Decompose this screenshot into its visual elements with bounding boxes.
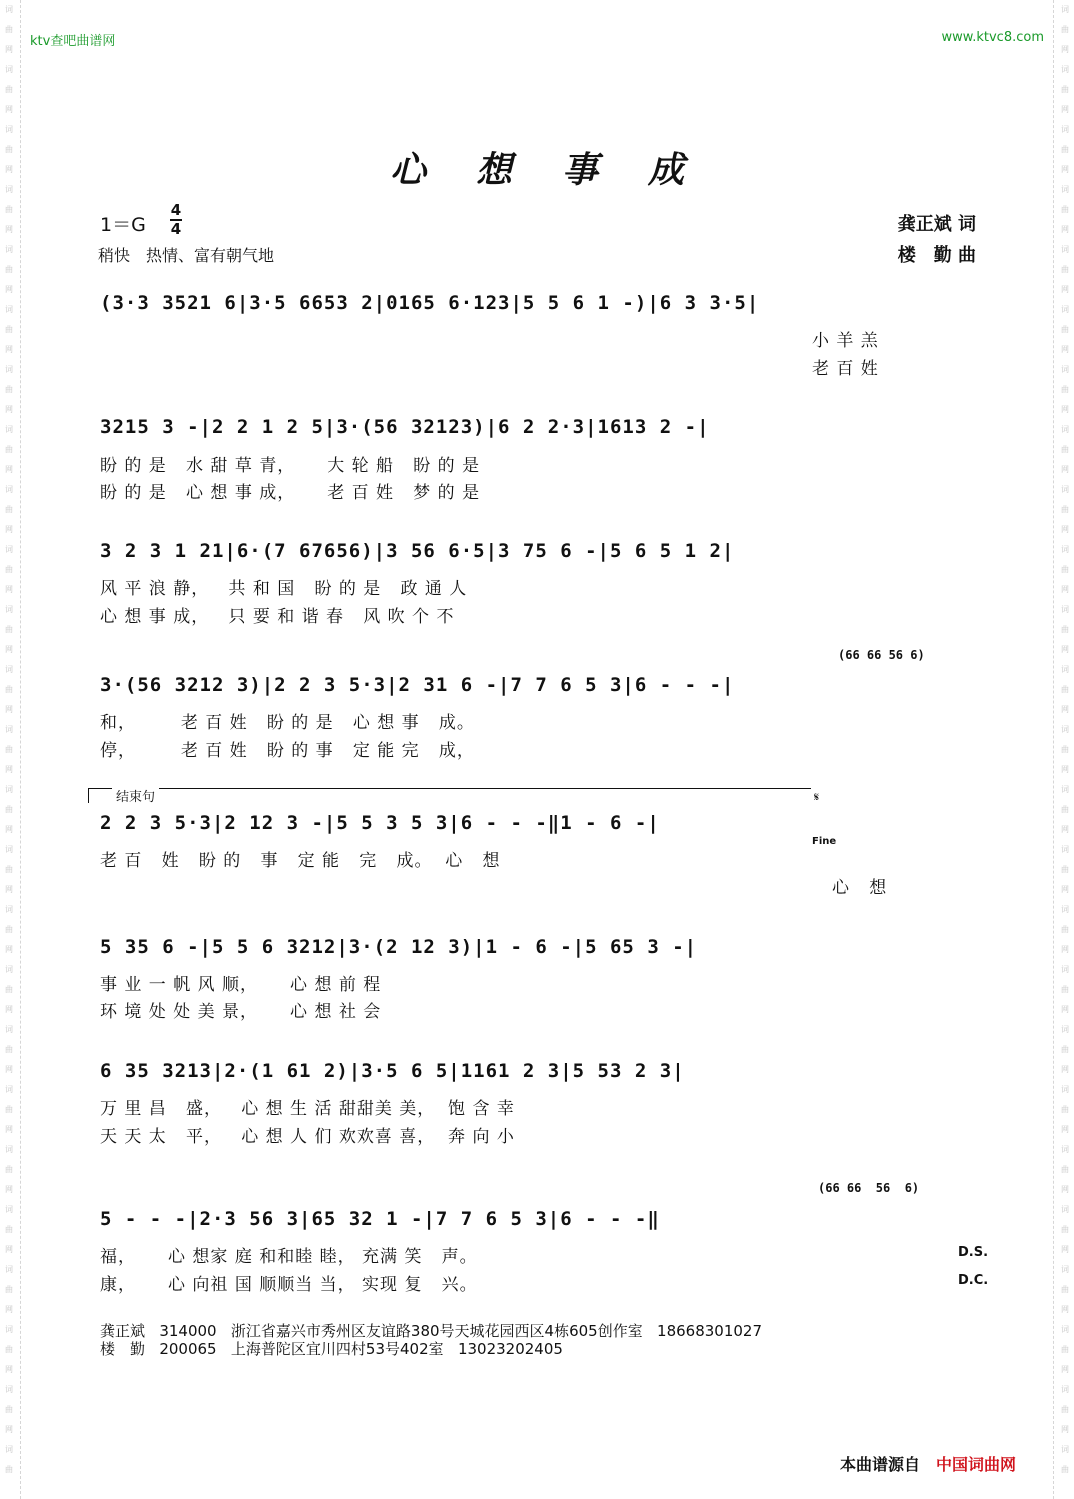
watermark-char: 网: [1061, 765, 1069, 774]
watermark-char: 网: [1061, 285, 1069, 294]
watermark-char: 网: [1061, 1365, 1069, 1374]
watermark-char: 曲: [1061, 85, 1069, 94]
watermark-char: 曲: [1061, 925, 1069, 934]
watermark-char: 曲: [1061, 25, 1069, 34]
notation-line-6: 5 35 6 -|5 5 6 3212|3·(2 12 3)|1 - 6 -|5 65 3 -|: [100, 936, 698, 958]
watermark-char: 词: [5, 1085, 13, 1094]
watermark-char: 曲: [5, 865, 13, 874]
watermark-char: 网: [5, 1005, 13, 1014]
watermark-char: 网: [1061, 525, 1069, 534]
notation-line-3: 3 2 3 1 21|6·(7 67656)|3 56 6·5|3 75 6 -|5 6 5 1 2|: [100, 540, 735, 562]
contact-row-2: [100, 1338, 563, 1359]
watermark-char: 网: [5, 525, 13, 534]
watermark-char: 词: [5, 365, 13, 374]
lyrics-line-6-verse-2: 环 境 处 处 美 景， 心 想 社 会: [100, 1002, 382, 1022]
watermark-char: 网: [1061, 225, 1069, 234]
fine-marking: Fine: [812, 836, 837, 847]
watermark-char: 词: [5, 1205, 13, 1214]
watermark-char: 网: [1061, 645, 1069, 654]
watermark-char: 网: [5, 225, 13, 234]
watermark-char: 词: [5, 545, 13, 554]
watermark-char: 网: [1061, 1065, 1069, 1074]
watermark-char: 曲: [1061, 745, 1069, 754]
ending-bracket: [88, 788, 811, 803]
lyrics-line-1-verse-2: 老 百 姓: [812, 359, 879, 379]
watermark-char: 曲: [5, 385, 13, 394]
notation-line-8: 5 - - -|2·3 56 3|65 32 1 -|7 7 6 5 3|6 - - -‖: [100, 1208, 660, 1230]
watermark-char: 曲: [1061, 865, 1069, 874]
right-dashed-border: [1053, 0, 1054, 1499]
watermark-char: 曲: [5, 1345, 13, 1354]
watermark-char: 网: [5, 1365, 13, 1374]
watermark-char: 曲: [1061, 805, 1069, 814]
watermark-char: 曲: [5, 1225, 13, 1234]
watermark-char: 词: [1061, 905, 1069, 914]
watermark-char: 曲: [5, 685, 13, 694]
watermark-char: 曲: [5, 25, 13, 34]
watermark-char: 词: [5, 485, 13, 494]
watermark-char: 词: [5, 1385, 13, 1394]
watermark-char: 网: [1061, 1125, 1069, 1134]
watermark-char: 曲: [5, 1045, 13, 1054]
watermark-char: 词: [1061, 245, 1069, 254]
watermark-char: 网: [5, 105, 13, 114]
watermark-char: 词: [5, 245, 13, 254]
watermark-char: 词: [1061, 1085, 1069, 1094]
watermark-char: 曲: [1061, 325, 1069, 334]
watermark-char: 词: [5, 185, 13, 194]
watermark-char: 曲: [1061, 1285, 1069, 1294]
lyrics-line-4-verse-1: 和， 老 百 姓 盼 的 是 心 想 事 成。: [100, 713, 475, 733]
watermark-char: 网: [1061, 105, 1069, 114]
watermark-char: 词: [5, 1325, 13, 1334]
watermark-char: 网: [5, 945, 13, 954]
ornament-notes-line-8: (66 66 56 6): [818, 1181, 920, 1195]
source-label: 本曲谱源自: [840, 1455, 921, 1474]
watermark-char: 网: [5, 465, 13, 474]
tempo-marking: 稍快 热情、富有朝气地: [98, 246, 275, 265]
source-attribution: [840, 1452, 1016, 1475]
watermark-char: 词: [1061, 425, 1069, 434]
contact-postcode: 200065: [159, 1340, 217, 1358]
watermark-char: 曲: [1061, 1405, 1069, 1414]
watermark-char: 词: [5, 785, 13, 794]
watermark-char: 曲: [1061, 1045, 1069, 1054]
watermark-char: 网: [1061, 405, 1069, 414]
watermark-char: 网: [5, 705, 13, 714]
watermark-char: 网: [1061, 885, 1069, 894]
watermark-char: 网: [5, 45, 13, 54]
notation-line-2: 3215 3 -|2 2 1 2 5|3·(56 32123)|6 2 2·3|1613 2 -|: [100, 416, 710, 438]
watermark-char: 网: [5, 405, 13, 414]
watermark-char: 曲: [1061, 625, 1069, 634]
watermark-char: 网: [5, 1185, 13, 1194]
contact-phone: 13023202405: [457, 1340, 563, 1358]
watermark-char: 网: [1061, 45, 1069, 54]
watermark-char: 词: [1061, 965, 1069, 974]
lyrics-line-8-verse-1: 福， 心 想家 庭 和和睦 睦， 充满 笑 声。: [100, 1247, 478, 1267]
watermark-char: 词: [5, 725, 13, 734]
watermark-char: 词: [5, 125, 13, 134]
watermark-char: 词: [1061, 185, 1069, 194]
watermark-char: 曲: [1061, 445, 1069, 454]
watermark-char: 网: [1061, 465, 1069, 474]
watermark-char: 网: [1061, 825, 1069, 834]
watermark-char: 曲: [1061, 565, 1069, 574]
watermark-char: 曲: [1061, 985, 1069, 994]
watermark-char: 曲: [1061, 145, 1069, 154]
ending-label: 结束句: [112, 786, 159, 805]
watermark-char: 词: [5, 305, 13, 314]
lyrics-line-8-verse-2: 康， 心 向祖 国 顺顺当 当， 实现 复 兴。: [100, 1275, 478, 1295]
watermark-char: 网: [1061, 1305, 1069, 1314]
watermark-char: 词: [1061, 485, 1069, 494]
notation-line-5: 2 2 3 5·3|2 12 3 -|5 5 3 5 3|6 - - -‖1 - 6 -|: [100, 812, 660, 834]
site-name-header: ktv查吧曲谱网: [30, 34, 116, 49]
source-brand-link[interactable]: 中国词曲网: [936, 1455, 1017, 1474]
watermark-char: 网: [5, 1305, 13, 1314]
watermark-char: 词: [1061, 305, 1069, 314]
watermark-char: 曲: [5, 265, 13, 274]
watermark-char: 曲: [5, 805, 13, 814]
da-capo-marking: D.C.: [958, 1273, 989, 1288]
watermark-char: 网: [1061, 585, 1069, 594]
watermark-char: 曲: [5, 1405, 13, 1414]
lyrics-line-7-verse-1: 万 里 昌 盛， 心 想 生 活 甜甜美 美， 饱 含 幸: [100, 1099, 515, 1119]
watermark-char: 词: [5, 965, 13, 974]
watermark-char: 词: [1061, 725, 1069, 734]
contact-phone: 18668301027: [657, 1322, 763, 1340]
watermark-char: 曲: [1061, 265, 1069, 274]
watermark-char: 网: [5, 1065, 13, 1074]
watermark-char: 词: [1061, 1265, 1069, 1274]
watermark-char: 曲: [5, 925, 13, 934]
watermark-char: 网: [1061, 345, 1069, 354]
site-url-header: www.ktvc8.com: [941, 30, 1044, 45]
watermark-char: 网: [5, 645, 13, 654]
watermark-char: 词: [5, 605, 13, 614]
watermark-char: 网: [5, 285, 13, 294]
watermark-char: 网: [5, 765, 13, 774]
watermark-char: 词: [1061, 785, 1069, 794]
contact-address: 上海普陀区宜川四村53号402室: [230, 1340, 444, 1358]
watermark-char: 曲: [5, 625, 13, 634]
song-title: 心想事成: [389, 149, 734, 191]
watermark-char: 曲: [1061, 385, 1069, 394]
lyrics-line-4-verse-2: 停， 老 百 姓 盼 的 事 定 能 完 成，: [100, 741, 475, 761]
watermark-char: 网: [5, 585, 13, 594]
watermark-char: 网: [1061, 945, 1069, 954]
watermark-char: 词: [1061, 1205, 1069, 1214]
watermark-char: 曲: [5, 745, 13, 754]
lyrics-line-6-verse-1: 事 业 一 帆 风 顺， 心 想 前 程: [100, 975, 382, 995]
watermark-char: 曲: [5, 1165, 13, 1174]
watermark-char: 词: [1061, 605, 1069, 614]
lyrics-line-3-verse-2: 心 想 事 成， 只 要 和 谐 春 风 吹 个 不: [100, 607, 455, 627]
watermark-char: 曲: [1061, 1345, 1069, 1354]
lyrics-line-5-verse-2: 心 想: [832, 878, 888, 898]
watermark-char: 网: [5, 1425, 13, 1434]
watermark-char: 曲: [5, 505, 13, 514]
watermark-char: 曲: [1061, 1165, 1069, 1174]
watermark-char: 网: [5, 165, 13, 174]
watermark-char: 词: [1061, 1025, 1069, 1034]
watermark-char: 词: [5, 65, 13, 74]
lyrics-line-5-verse-1: 老 百 姓 盼 的 事 定 能 完 成。 心 想: [100, 851, 501, 871]
watermark-char: 词: [1061, 665, 1069, 674]
lyrics-line-2-verse-1: 盼 的 是 水 甜 草 青， 大 轮 船 盼 的 是: [100, 456, 481, 476]
watermark-char: 词: [1061, 545, 1069, 554]
segno-icon: 𝄋: [814, 790, 820, 804]
lyrics-line-3-verse-1: 风 平 浪 静， 共 和 国 盼 的 是 政 通 人: [100, 579, 468, 599]
watermark-char: 词: [1061, 65, 1069, 74]
lyrics-line-1-verse-1: 小 羊 羔: [812, 331, 879, 351]
watermark-char: 词: [1061, 5, 1069, 14]
notation-line-1: (3·3 3521 6|3·5 6653 2|0165 6·123|5 5 6 1 -)|6 3 3·5|: [100, 292, 760, 314]
watermark-char: 曲: [5, 145, 13, 154]
watermark-char: 曲: [5, 565, 13, 574]
watermark-char: 词: [1061, 1325, 1069, 1334]
watermark-char: 曲: [1061, 685, 1069, 694]
watermark-char: 网: [1061, 1425, 1069, 1434]
watermark-char: 曲: [1061, 1225, 1069, 1234]
watermark-char: 曲: [5, 1105, 13, 1114]
watermark-char: 词: [5, 1445, 13, 1454]
left-watermark-strip: [2, 0, 16, 1499]
dal-segno-marking: D.S.: [958, 1245, 989, 1260]
contact-postcode: 314000: [159, 1322, 217, 1340]
watermark-char: 曲: [1061, 205, 1069, 214]
watermark-char: 网: [1061, 165, 1069, 174]
watermark-char: 词: [5, 425, 13, 434]
watermark-char: 网: [1061, 1245, 1069, 1254]
lyrics-line-7-verse-2: 天 天 太 平， 心 想 人 们 欢欢喜 喜， 奔 向 小: [100, 1127, 515, 1147]
contact-name: 楼 勤: [100, 1340, 146, 1358]
watermark-char: 曲: [5, 205, 13, 214]
ornament-notes-line-4: (66 66 56 6): [838, 648, 925, 662]
watermark-char: 词: [1061, 845, 1069, 854]
lyrics-line-2-verse-2: 盼 的 是 心 想 事 成， 老 百 姓 梦 的 是: [100, 483, 481, 503]
watermark-char: 词: [5, 1265, 13, 1274]
watermark-char: 曲: [5, 325, 13, 334]
watermark-char: 词: [5, 1025, 13, 1034]
watermark-char: 网: [5, 345, 13, 354]
notation-line-7: 6 35 3213|2·(1 61 2)|3·5 6 5|1161 2 3|5 53 2 3|: [100, 1060, 685, 1082]
key-signature: 1＝G: [100, 214, 146, 236]
time-signature-top: 4: [170, 201, 182, 219]
watermark-char: 网: [1061, 1185, 1069, 1194]
right-watermark-strip: [1058, 0, 1072, 1499]
watermark-char: 曲: [5, 1285, 13, 1294]
watermark-char: 网: [5, 1125, 13, 1134]
watermark-char: 网: [5, 1245, 13, 1254]
watermark-char: 词: [1061, 1145, 1069, 1154]
watermark-char: 曲: [1061, 1105, 1069, 1114]
watermark-char: 网: [5, 885, 13, 894]
watermark-char: 曲: [5, 445, 13, 454]
watermark-char: 词: [1061, 1445, 1069, 1454]
contact-name: 龚正斌: [100, 1322, 146, 1340]
watermark-char: 词: [5, 845, 13, 854]
watermark-char: 曲: [5, 1465, 13, 1474]
watermark-char: 曲: [5, 85, 13, 94]
contact-address: 浙江省嘉兴市秀州区友谊路380号天城花园西区4栋605创作室: [230, 1322, 643, 1340]
watermark-char: 词: [5, 5, 13, 14]
watermark-char: 词: [5, 665, 13, 674]
watermark-char: 词: [5, 1145, 13, 1154]
watermark-char: 网: [1061, 705, 1069, 714]
watermark-char: 曲: [5, 985, 13, 994]
left-dashed-border: [20, 0, 21, 1499]
lyricist-credit: 龚正斌 词: [897, 214, 976, 235]
watermark-char: 词: [1061, 125, 1069, 134]
composer-credit: 楼 勤 曲: [897, 245, 976, 266]
notation-line-4: 3·(56 3212 3)|2 2 3 5·3|2 31 6 -|7 7 6 5 3|6 - - -|: [100, 674, 735, 696]
time-signature-bottom: 4: [170, 220, 182, 238]
watermark-char: 网: [5, 825, 13, 834]
watermark-char: 曲: [1061, 505, 1069, 514]
watermark-char: 词: [1061, 1385, 1069, 1394]
watermark-char: 网: [1061, 1005, 1069, 1014]
watermark-char: 词: [1061, 365, 1069, 374]
time-signature: [170, 203, 182, 237]
watermark-char: 词: [5, 905, 13, 914]
watermark-char: 曲: [1061, 1465, 1069, 1474]
